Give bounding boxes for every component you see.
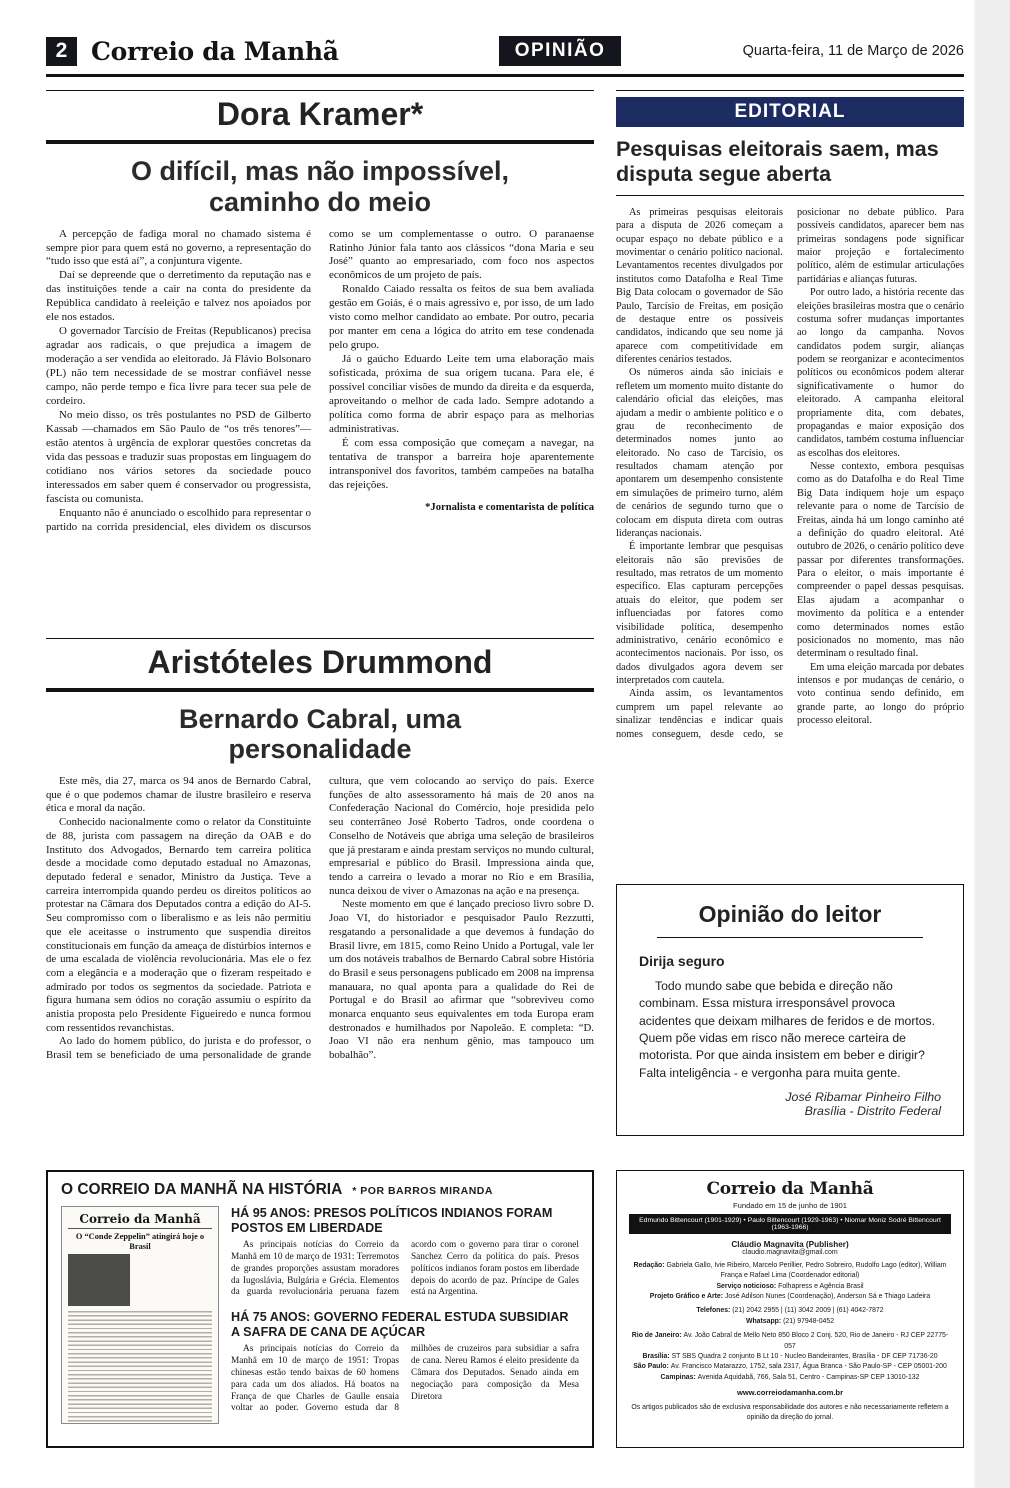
thumbnail-text-lines: [134, 1254, 212, 1306]
founded-date: Fundado em 15 de junho de 1901: [733, 1201, 847, 1210]
history-items: [231, 1206, 579, 1424]
zeppelin-photo: [68, 1254, 130, 1306]
letter-signature: [639, 1090, 941, 1118]
article-body: [46, 775, 594, 1156]
disclaimer-text: Os artigos publicados são de exclusiva responsabilidade dos autores e não necessariamente refletem a opinião da direção do jornal.: [631, 1403, 949, 1421]
staff-line: Rio de Janeiro: Av. João Cabral de Mello Neto 850 Bloco 2 Conj. 520, Rio de Janeiro - RJ CEP 22775-057: [631, 1332, 949, 1350]
edition-date: Quarta-feira, 11 de Março de 2026: [742, 43, 964, 59]
divider: [46, 140, 594, 144]
paragraph: Ainda assim, os levantamentos cumprem um papel relevante ao sinalizar tendências e indicar quais nomes conseguem, desde cedo, se posicionar no debate público. Para possíveis candidatos, aparecer bem nas primeiras sondagens pode significar maior projeção e fortalecimento político, além de estimular articulações partidárias e alianças futuras.: [616, 206, 964, 740]
paragraph: Já o gaúcho Eduardo Leite tem uma elaboração mais sofisticada, próxima de sua origem tucana. Para ele, é possível conciliar visões de mundo da direita e da esquerda, aproveitando o melhor de cada lado. Sempre adotando a política como forma de abrir espaço para as melhorias administrativas.: [329, 353, 594, 436]
thumbnail-headline: O “Conde Zeppelin” atingirá hoje o Brasil: [75, 1232, 205, 1251]
vintage-frontpage-thumbnail: [61, 1206, 219, 1424]
staff-line: Serviço noticioso: Folhapress e Agência Brasil: [716, 1282, 864, 1290]
author-footnote: *Jornalista e comentarista de política: [425, 501, 594, 513]
masthead-logo: Correio da Manhã: [91, 36, 339, 66]
divider: [46, 638, 594, 639]
history-box: [46, 1170, 594, 1448]
divider: [616, 90, 964, 91]
history-item-text: As principais notícias do Correio da Manhã em 10 de março de 1931: Terremotos de grandes proporções assustam moradores da Iugoslávia, Bulgária e Grécia. Elementos da guarda revolucionária peruana fazem acordo com o governo para tirar o coronel Sanchez Cerro da política do país. Presos políticos indianos foram postos em liberdade depois do acordo de paz. Príncipe de Gales está na Argentina.: [231, 1240, 579, 1298]
paragraph: Conhecido nacionalmente como o relator da Constituinte de 88, jurista com passagem na direção da OAB e do Instituto dos Advogados, Bernardo tem carreira política desde a mocidade como deputado estadual no Amazonas, deputado federal e senador, Ministro da Justiça. Teve a carreira interrompida quando perdeu os direitos políticos ao protestar na Câmara dos Deputados contra a edição do AI-5. Seu compromisso com o liberalismo e as leis não permitiu que ele aceitasse o instrumento que suspendia direitos constitucionais em função da ameaça de distúrbios internos e de uma escalada de violência revolucionária. Mas ele o fez com a elegância e a moderação que o fizeram respeitado e admirado por todos os segmentos da sociedade. Patriota e figura humana sem ódios no coração assumiu o espírito da anistia proposta pelo Presidente Figueiredo e nunca formou com ressentidos revanchistas.: [46, 816, 311, 1034]
paragraph: Por outro lado, a história recente das eleições brasileiras mostra que o cenário costuma sofrer mudanças importantes ao longo da campanha. Novos candidatos podem surgir, alianças podem se reorganizar e acontecimentos políticos ou econômicos podem alterar significativamente o humor do eleitorado. A campanha eleitoral propriamente dita, com debates, propagandas e maior exposição dos candidatos, também costuma influenciar as escolhas dos eleitores.: [797, 287, 964, 459]
publisher-email: claudio.magnavita@gmail.com: [742, 1249, 838, 1256]
thumbnail-text-lines: [68, 1311, 212, 1424]
editorial-section: [616, 90, 964, 870]
letter-author: José Ribamar Pinheiro Filho: [785, 1089, 941, 1104]
divider: [46, 688, 594, 692]
history-item-headline: HÁ 95 ANOS: PRESOS POLÍTICOS INDIANOS FORAM POSTOS EM LIBERDADE: [231, 1206, 553, 1236]
history-byline: * POR BARROS MIRANDA: [352, 1185, 493, 1197]
paragraph: Em uma eleição marcada por debates intensos e por mudanças de cenário, o voto continua sendo definido, em grande parte, ao longo do próprio processo eleitoral.: [797, 661, 964, 727]
reader-opinion-title: Opinião do leitor: [657, 901, 923, 938]
history-item: [231, 1310, 579, 1415]
reader-opinion-box: [616, 884, 964, 1136]
paragraph: Enquanto não é anunciado o escolhido para representar o partido na corrida presidencial, eles dividem os discursos como se um complementasse o outro. O paranaense Ratinho Júnior fala tanto aos clássicos “dona Maria e seu José” quanto ao empresariado, com foco nos aspectos econômicos de um projeto de país.: [46, 227, 594, 533]
paragraph: Nesse contexto, embora pesquisas como as do Datafolha e do Real Time Big Data indiquem hoje um espaço relevante para o nome de Tarcísio de Freitas, ainda há um longo caminho até a definição do quadro eleitoral. Até outubro de 2026, o cenário político deve passar por diferentes transformações. Para o eleitor, o mais importante é compreender o papel dessas pesquisas. Elas ajudam a acompanhar o movimento da política e a entender como determinados nomes estão posicionados no momento, mas não determinam o resultado final.: [797, 461, 964, 660]
page-header: [46, 36, 964, 77]
editorial-body: [616, 206, 964, 870]
staff-box: [616, 1170, 964, 1448]
staff-line: Redação: Gabriela Gallo, Ivie Ribeiro, Marcelo Perillier, Pedro Sobreiro, Rudolfo Lago (editor), William França e Rafael Lima (Coordenador editorial): [633, 1262, 947, 1280]
paragraph: As primeiras pesquisas eleitorais para a disputa de 2026 começam a ocupar espaço no debate público e a movimentar o cenário político nacional. Levantamentos recentes divulgados por institutos como Datafolha e Real Time Big Data colocam o governador de São Paulo, Tarcísio de Freitas, em posição de destaque entre os possíveis candidatos, indicando que seu nome já aparece com competitividade em diferentes cenários testados.: [616, 206, 783, 365]
editorial-staff-lines: [629, 1261, 951, 1302]
letter-location: Brasília - Distrito Federal: [804, 1103, 941, 1118]
history-item-headline: HÁ 75 ANOS: GOVERNO FEDERAL ESTUDA SUBSIDIAR A SAFRA DE CANA DE AÇÚCAR: [231, 1310, 569, 1340]
website-url: www.correiodamanha.com.br: [736, 1387, 844, 1397]
page-number: 2: [46, 37, 77, 66]
address-lines: [629, 1331, 951, 1383]
paragraph: A percepção de fadiga moral no chamado sistema é sempre pior para quem está no governo, a representação do “tudo isso que está aí”, a conjuntura vigente.: [46, 227, 311, 268]
article-header: [46, 638, 594, 766]
history-header: [61, 1181, 579, 1199]
divider: [616, 195, 964, 196]
author-name: Aristóteles Drummond: [147, 643, 493, 680]
founders-bar: Edmundo Bittencourt (1901-1929) • Paulo Bittencourt (1929-1963) • Niomar Moniz Sodré Bittencourt (1963-1966): [629, 1214, 951, 1234]
paragraph: Daí se depreende que o derretimento da reputação nas e das instituições tende a cair na conta do presidente da República candidato à reeleição e talvez nos apoiados por ele nos estados.: [46, 269, 311, 324]
staff-line: Telefones: (21) 2042 2955 | (11) 3042 2009 | (61) 4042-7872: [696, 1307, 884, 1315]
staff-line: São Paulo: Av. Francisco Matarazzo, 1752, sala 2317, Água Branca - São Paulo-SP - CEP 05001-200: [633, 1363, 947, 1371]
staff-line: Campinas: Avenida Aquidabã, 766, Sala 51, Centro - Campinas-SP CEP 13010-132: [660, 1373, 920, 1381]
staff-masthead: Correio da Manhã: [706, 1179, 874, 1199]
paragraph: O governador Tarcísio de Freitas (Republicanos) precisa agradar aos radicais, o que prejudica a imagem de moderação a ser vendida ao eleitorado. Já Flávio Bolsonaro (PL) não tem necessidade de se mostrar confiável nesse campo, não perde tempo e fica livre para tecer sua pele de cordeiro.: [46, 325, 311, 408]
staff-line: Projeto Gráfico e Arte: José Adilson Nunes (Coordenação), Anderson Sá e Thiago Ladeira: [649, 1293, 931, 1301]
contact-lines: [629, 1306, 951, 1327]
article-paragraphs: [46, 228, 594, 535]
history-title: O CORREIO DA MANHÃ NA HISTÓRIA: [61, 1181, 343, 1198]
article-aristoteles-drummond: [46, 638, 594, 1156]
thumbnail-masthead: Correio da Manhã: [68, 1212, 212, 1229]
section-label: OPINIÃO: [499, 36, 622, 66]
article-headline: Bernardo Cabral, uma personalidade: [178, 703, 462, 765]
editorial-headline: Pesquisas eleitorais saem, mas disputa segue aberta: [616, 137, 939, 186]
history-item-text: As principais notícias do Correio da Manhã em 10 de março de 1951: Tropas chinesas estão tendo baixas de 60 homens para cada um dos aliados. Há boatos na França de que Charles de Gaulle ensaia voltar ao poder. Governo estuda dar 8 milhões de cruzeiros para subsidiar a safra de cana. Nereu Ramos é eleito presidente da Câmara dos Deputados. Senado ainda em negociação para composição da Mesa Diretora: [231, 1344, 579, 1414]
article-paragraphs: [46, 775, 594, 1063]
divider: [46, 90, 594, 91]
editorial-label: EDITORIAL: [616, 97, 964, 127]
author-name: Dora Kramer*: [216, 96, 424, 132]
article-headline: O difícil, mas não impossível, caminho do meio: [130, 156, 510, 217]
history-item: [231, 1206, 579, 1299]
paragraph: Este mês, dia 27, marca os 94 anos de Bernardo Cabral, que é o que podemos chamar de ilustre brasileiro e reserva ética e moral da nação.: [46, 775, 311, 815]
paragraph: É com essa composição que começam a navegar, na tentativa de transpor a barreira hoje aparentemente intransponível dos favoritos, também campeões na batalha das rejeições.: [329, 437, 594, 491]
staff-line: Brasília: ST SBS Quadra 2 conjunto B Lt 10 - Nucleo Bandeirantes, Brasília - DF CEP 71736-20: [642, 1352, 938, 1360]
paragraph: É importante lembrar que pesquisas eleitorais não são previsões de resultado, mas retratos de um momento específico. Elas capturam percepções atuais do eleitor, que podem ser influenciadas por fatores como visibilidade política, desempenho administrativo, cenário econômico e acontecimentos nacionais. Por isso, os dados divulgados agora devem ser interpretados com cautela.: [616, 541, 783, 686]
left-column: [46, 90, 594, 1156]
paragraph: No meio disso, os três postulantes no PSD de Gilberto Kassab —chamados em São Paulo de “os três tenores”— estão atentos à urgência de explorar questões concretas da vida das pessoas e traduzir suas propostas em linguagem do cotidiano nos vários setores da sociedade pouco interessados em saber quem é conservador ou progressista, fascista ou comunista.: [46, 409, 311, 505]
letter-title: Dirija seguro: [639, 952, 725, 969]
article-header: [46, 90, 594, 218]
article-dora-kramer: [46, 90, 594, 626]
paragraph: Ao lado do homem público, do jurista e do professor, o Brasil tem se beneficiado de uma personalidade de grande cultura, que vem colocando ao serviço do país. Exerce funções de alto assessoramento há mais de 20 anos na Confederação Nacional do Comércio, hoje presidida pelo seu conterrâneo José Roberto Tadros, onde coordena o Conselho de Notáveis que abriga uma seleção de brasileiros que já prestaram e ainda prestam serviços no mundo cultural, empresarial e público do Brasil. Impressiona ainda que, tendo a carreira o levado a morar no Rio e em Brasília, nunca deixou de viver o Amazonas na ação e na presença.: [46, 775, 594, 1062]
right-column: [616, 90, 964, 1156]
paragraph: Neste momento em que é lançado precioso livro sobre D. Joao VI, do historiador e pesquisador Paulo Rezzutti, resgatando a personalidade a que devemos à fundação do Brasil livre, em 1815, como Reino Unido a Portugal, vale ler um dos notáveis trabalhos de Bernardo Cabral sobre História do Brasil e seus personagens publicado em 2008 na imprensa manauara, no qual aponta para a qualidade do Rei de Portugal e do Brasil ao afirmar que “sobreviveu como monarca enquanto seus equivalentes em toda Europa eram destronados e humilhados por Napoleão. E completa: “D. Joao VI não era nenhum gênio, mas tampouco um bobalhão”.: [329, 898, 594, 1062]
staff-line: Whatsapp: (21) 97948-0452: [745, 1317, 835, 1325]
letter-body: Todo mundo sabe que bebida e direção não combinam. Essa mistura irresponsável provoca acidentes que deixam milhares de feridos e de mortos. Quem põe vidas em risco não merece carteira de motorista. Por que ainda insistem em beber e dirigir? Falta inteligência - e vergonha para muita gente.: [639, 978, 936, 1080]
paragraph: Os números ainda são iniciais e refletem um momento muito distante do calendário oficial das eleições, mas ajudam a medir o ambiente político e o grau de reconhecimento de determinados nomes junto ao eleitorado. No caso de Tarcísio, os resultados chamam atenção por apontarem um desempenho consistente em simulações de primeiro turno, além de cenários de segundo turno que o colocam em disputa direta com outras lideranças nacionais.: [616, 367, 783, 539]
publisher-name: Cláudio Magnavita (Publisher): [731, 1240, 849, 1249]
article-body: [46, 228, 594, 626]
paragraph: Ronaldo Caiado ressalta os feitos de sua bem avaliada gestão em Goiás, é o mais agressivo e, por isso, de um lado visto como melhor candidato ao embate. Por outro, pecaria por manter em cena a lógica do atrito em tese condenada pelo grupo.: [329, 283, 594, 352]
